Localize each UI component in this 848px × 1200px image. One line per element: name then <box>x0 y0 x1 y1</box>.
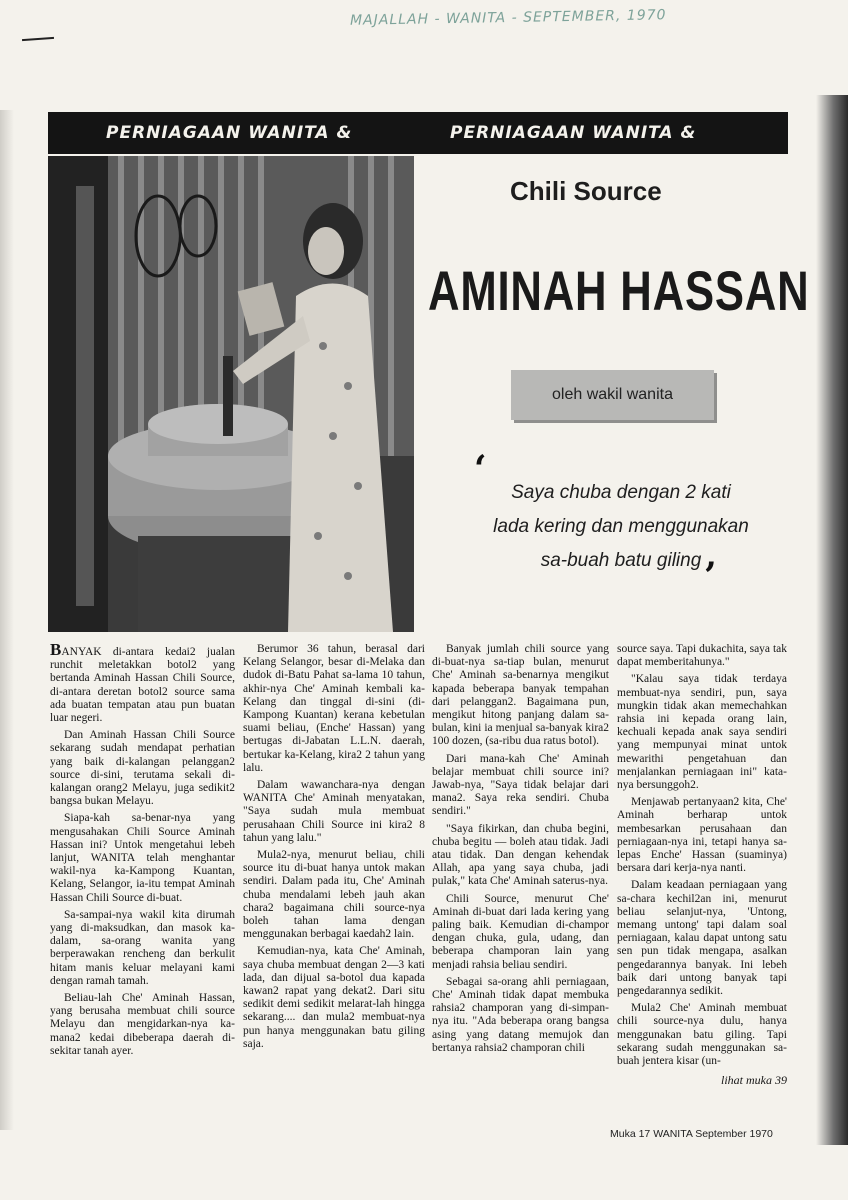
paragraph: Mula2-nya, menurut beliau, chili source itu di-buat hanya untok makan sendiri. Dalam pada itu, Che' Aminah chuba mendalami lebeh jauh akan chara2 bagaimana chili source-nya boleh tahan lama dengan menggunakan berbagai kaedah2 lain. <box>243 849 425 941</box>
paragraph: "Kalau saya tidak terdaya membuat-nya sendiri, pun, saya mungkin tidak akan memechahkan rahsia ini kepada orang lain, kechuali kepada anak saya sendiri yang mempunyai minat untok mewarithi pengetahuan dan menjalankan perniagaan ini" kata-nya bersunggoh2. <box>617 673 787 792</box>
paragraph: Sebagai sa-orang ahli perniagaan, Che' Aminah tidak dapat membuka rahsia2 champoran yang di-simpan-nya itu. "Ada beberapa orang bangsa asing yang datang memujok dan bertanya rahsia2 champoran chili <box>432 975 609 1054</box>
paragraph: Siapa-kah sa-benar-nya yang mengusahakan Chili Source Aminah Hassan ini? Untok mengetahui lebeh lanjut, WANITA telah menghantar wakil-nya ka-Kampong Kuantan, Kelang, Selangor, ia-itu tempat Aminah Hassan Chili Source di-buat. <box>50 812 235 904</box>
paragraph: Beliau-lah Che' Aminah Hassan, yang berusaha membuat chili source Melayu dan mengidarkan-nya ka-mana2 kedai dibeberapa daerah di-sekitar tanah ayer. <box>50 992 235 1057</box>
paragraph: Chili Source, menurut Che' Aminah di-buat dari lada kering yang paling baik. Kemudian di-champor dengan chuka, gula, udang, dan beberapa champoran lain yang menjadi rahsia beliau sendiri. <box>432 892 609 971</box>
paragraph: Dan Aminah Hassan Chili Source sekarang sudah mendapat perhatian yang baik di-kalangan pelanggan2 source di-sini, terutama sekali di-kalangan orang2 Melayu, juga sedikit2 bangsa bukan Melayu. <box>50 729 235 808</box>
paragraph: Dalam wawanchara-nya dengan WANITA Che' Aminah menyatakan, "Saya sudah mula membuat perusahaan Chili Source ini kira2 8 tahun yang lalu." <box>243 779 425 844</box>
article-column-4 <box>617 643 787 1092</box>
pull-quote-line-1: Saya chuba dengan 2 kati <box>511 482 731 503</box>
continued-note: lihat muka 39 <box>721 1073 787 1088</box>
article-column-3 <box>432 643 609 1059</box>
paragraph: "Saya fikirkan, dan chuba begini, chuba begitu — boleh atau tidak. Jadi atau tidak. Dan dengan kehendak Allah, apa yang saya chuba, jadi pulak," kata Che' Aminah saterus-nya. <box>432 822 609 888</box>
scan-edge-left <box>0 110 14 1130</box>
paragraph: Dari mana-kah Che' Aminah belajar membuat chili source ini? Jawab-nya, "Saya tidak belajar dari mana2. Saya reka sendiri. Chuba sendiri." <box>432 752 609 818</box>
quote-close-mark: ’ <box>704 555 717 597</box>
paragraph: Menjawab pertanyaan2 kita, Che' Aminah berharap untok membesarkan perusahaan dan perniagaan-nya ini, tetapi hanya sa-lepas Enche' Hassan (suaminya) bersara dari kerja-nya nanti. <box>617 796 787 875</box>
paragraph: BANYAK di-antara kedai2 jualan runchit meletakkan botol2 yang bertanda Aminah Hassan Chili Source, di-antara deretan botol2 source sama ada buatan tempatan atau pun buatan luar negeri. <box>50 640 235 725</box>
section-banner <box>48 112 788 154</box>
article-column-1 <box>50 640 235 1062</box>
footer-issue: September 1970 <box>695 1128 773 1140</box>
page-footer <box>610 1128 773 1140</box>
article-column-2 <box>243 643 425 1055</box>
photo-illustration <box>48 156 414 632</box>
paragraph: source saya. Tapi dukachita, saya tak dapat memberitahunya." <box>617 643 787 669</box>
headline: AMINAH HASSAN <box>428 259 810 322</box>
paragraph: Sa-sampai-nya wakil kita dirumah yang di-maksudkan, dan masok ka-dalam, sa-orang wanita yang berperawakan rencheng dan berkulit hitam manis keluar melayani kami dengan ramah tamah. <box>50 908 235 987</box>
paragraph: Mula2 Che' Aminah membuat chili source-nya dulu, hanya menggunakan batu giling. Tapi sekarang sudah menggunakan sa-buah jentera kisar (un- <box>617 1002 787 1068</box>
footer-page: Muka 17 <box>610 1128 651 1140</box>
pen-mark <box>22 37 54 41</box>
banner-title-left: PERNIAGAAN WANITA & <box>106 123 353 143</box>
handwritten-note: MAJALLAH - WANITA - SEPTEMBER, 1970 <box>349 7 667 29</box>
byline-text: oleh wakil wanita <box>552 386 673 403</box>
pull-quote-line-3: sa-buah batu giling <box>540 550 702 571</box>
byline <box>511 370 714 420</box>
article-photo <box>48 156 414 632</box>
quote-open-mark: ‘ <box>474 448 487 490</box>
pull-quote <box>456 476 786 578</box>
footer-magazine: WANITA <box>653 1128 693 1140</box>
kicker-title: Chili Source <box>510 176 662 206</box>
paragraph: Banyak jumlah chili source yang di-buat-nya sa-tiap bulan, menurut Che' Aminah sa-benarnya mengikut kapada beberapa banyak tempahan dari pelanggan2. Bagaimana pun, mengikut hitong panjang dalam sa-bulan, kini ia menjual sa-banyak kira2 100 dozen, (sa-ribu dua ratus botol). <box>432 643 609 748</box>
drop-cap: B <box>50 640 62 659</box>
paragraph: Kemudian-nya, kata Che' Aminah, saya chuba membuat dengan 2—3 kati lada, dan dijual sa-botol dua kapada kawan2 rapat yang dekat2. Dari situ sedikit demi sedikit melarat-lah hingga sekarang.... dan mula2 membuat-nya pun hanya menggunakan batu giling saja. <box>243 945 425 1050</box>
scan-edge-right <box>816 95 848 1145</box>
banner-title-right: PERNIAGAAN WANITA & <box>450 123 697 143</box>
pull-quote-line-2: lada kering dan menggunakan <box>493 516 749 537</box>
paragraph: Berumor 36 tahun, berasal dari Kelang Selangor, besar di-Melaka dan dudok di-Batu Pahat sa-lama 10 tahun, akhir-nya Che' Aminah kembali ka-Kelang dan tinggal di-sini (di-Kampong Kuantan) kerana kebetulan suami beliau, (Enche' Hassan) yang bertugas di-Jabatan L.L.N. daerah, bertukar ka-Kelang, kira2 2 tahun yang lalu. <box>243 643 425 774</box>
paragraph: Dalam keadaan perniagaan yang sa-chara kechil2an ini, menurut beliau selanjut-nya, 'Untong, memang untong' tapi dalam soal perniagaan, kalau dapat untong satu sen pun tidak mengapa, asalkan pengedarannya banyak. Ini lebeh baik dari untong banyak tapi pengedarannya sedikit. <box>617 879 787 998</box>
